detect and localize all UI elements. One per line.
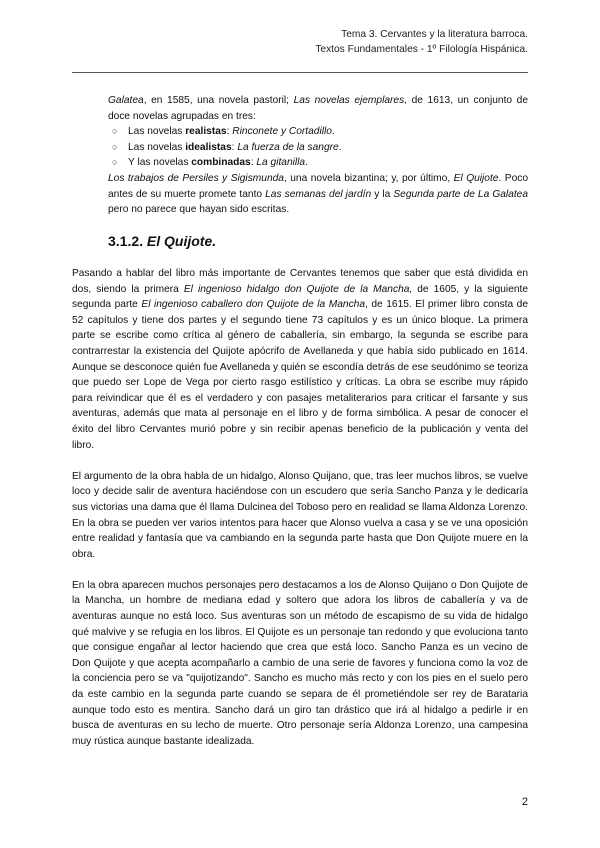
title: Segunda parte de La Galatea	[393, 188, 528, 200]
title: El ingenioso caballero don Quijote de la Mancha	[141, 299, 366, 311]
list-item	[108, 124, 528, 140]
body-paragraph-1	[72, 266, 528, 453]
text: :	[226, 126, 233, 138]
text: y la	[371, 188, 394, 200]
title: El Quijote	[453, 172, 499, 184]
list-item	[108, 140, 528, 156]
section-heading	[108, 233, 216, 249]
bold-term: realistas	[185, 126, 227, 138]
page-number: 2	[521, 796, 528, 808]
header-line-2: Textos Fundamentales - 1º Filología Hispánica.	[315, 44, 528, 55]
text: , de 1613, un conjunto de doce novelas agrupadas en tres:	[108, 95, 528, 122]
text: :	[250, 157, 257, 169]
text: .	[338, 141, 342, 153]
title: Rinconete y Cortadillo	[232, 126, 332, 138]
title: El ingenioso hidalgo don Quijote de la Mancha,	[183, 283, 413, 295]
text: Pasando a hablar del libro más importante de Cervantes tenemos que saber que está dividida en dos, siendo la primera	[72, 268, 528, 295]
text: :	[231, 141, 238, 153]
text: .	[331, 126, 335, 138]
text: pero no parece que hayan sido escritas.	[108, 204, 290, 216]
body-paragraph-2: El argumento de la obra habla de un hidalgo, Alonso Quijano, que, tras leer muchos libros, se vuelve loco y decide salir de aventura haciéndose con un escudero que sería Sancho Panza y le dedicaría sus victorias una dama que él llama Dulcinea del Toboso pero en realidad se llama Aldonza Lorenzo. En la obra se pueden ver varios intentos para hacer que Alonso vuelva a casa y se ve una oposición entre realidad y fantasía que va cambiando en la segunda parte hasta que Don Quijote muere en la obra.	[72, 470, 528, 560]
text: , de 1615. El primer libro consta de 52 capítulos y tiene dos partes y el segundo tiene 73 capítulos y es un único bloque. La primera parte se escribe como crítica al género de caballería, sin embargo, la segunda se escribe para contrarrestar la existencia del Quijote apócrifo de Avellaneda y que había sido publicado en 1614. Aunque se desconoce quién fue Avellaneda y quién se escondía detrás de ese seudónimo se teoriza que puedo ser Lope de Vega por cierto rasgo estilístico y críticas. La obra se escribe muy rápido para reivindicar que él es el verdadero y con pasajes metaliterarios para criticar el farsante y sus aventuras, además que mata al personaje en el libro y de forma simbólica. A pesar de conocer el éxito del libro Cervantes murió pobre y sin recibir apenas beneficio de la publicación y venta del libro.	[72, 299, 528, 451]
intro-block	[108, 93, 528, 218]
section-title: El Quijote.	[146, 233, 217, 249]
body-paragraph-3: En la obra aparecen muchos personajes pero destacamos a los de Alonso Quijano o Don Quijote de la Mancha, un hombre de mediana edad y soltero que adora los libros de caballería y va de aventuras aunque no está loco. Sus aventuras son un método de escapismo de su vida de hidalgo qué malvive y se refugia en los libros. El Quijote es un personaje tan redondo y que evoluciona tanto que consigue engañar al lector haciendo que crea que está loco. Sancho Panza es un vecino de Don Quijote y que acepta acompañarlo a cambio de una serie de favores y funciona como la voz de la conciencia pero se va "quijotizando". Sancho es mucho más recto y con los pies en el suelo pero da este cambio en la segunda parte cuando se separa de él prometiéndole ser rey de Barataria aunque todo esto es mentira. Sancho dará un giro tan drástico que irá al hidalgo a pedirle ir en busca de aventuras en su lecho de muerte. Otro personaje sería Aldonza Lorenzo, una campesina muy rústica aunque bastante idealizada.	[72, 579, 528, 747]
intro-paragraph-2	[108, 171, 528, 218]
list-item	[108, 155, 528, 171]
section-number: 3.1.2.	[108, 233, 147, 249]
novel-types-list	[108, 124, 528, 171]
title-galatea: Galatea	[108, 95, 144, 106]
bold-term: idealistas	[185, 141, 232, 153]
text: Y las novelas	[128, 157, 192, 169]
text: Las novelas	[128, 141, 186, 153]
text: . Poco antes de su muerte promete tanto	[108, 172, 529, 200]
header-line-1: Tema 3. Cervantes y la literatura barroca.	[341, 29, 528, 40]
title: Las semanas del jardín	[265, 188, 372, 200]
bold-term: combinadas	[191, 157, 251, 169]
title-novelas-ejemplares: Las novelas ejemplares	[293, 95, 405, 106]
text: .	[305, 157, 308, 169]
text: , en 1585, una novela pastoril;	[143, 95, 294, 106]
body-text	[72, 266, 528, 765]
text: de 1605, y la siguiente segunda parte	[72, 283, 529, 311]
title: La gitanilla	[256, 157, 306, 169]
title: La fuerza de la sangre	[237, 141, 339, 153]
intro-paragraph-1	[108, 93, 528, 124]
title: Los trabajos de Persiles y Sigismunda	[108, 172, 284, 184]
text: Las novelas	[128, 126, 186, 138]
header-rule	[72, 72, 528, 73]
page-header	[315, 27, 528, 57]
text: , una novela bizantina; y, por último,	[283, 172, 454, 184]
